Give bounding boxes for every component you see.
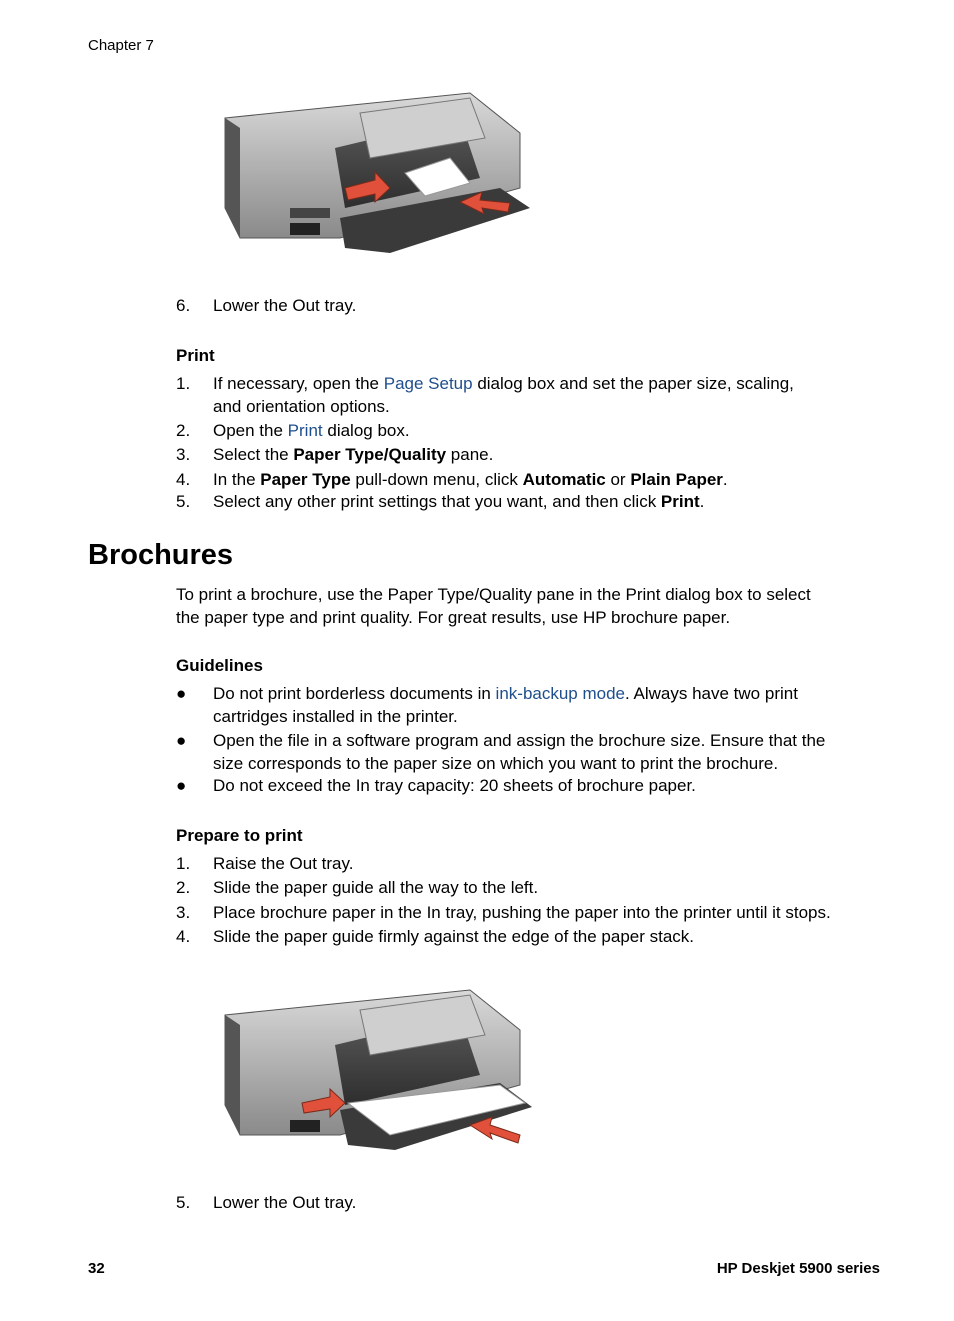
- guideline-text: Open the file in a software program and assign the brochure size. Ensure that the: [213, 731, 826, 750]
- step-text: .: [699, 492, 705, 511]
- page-setup-link[interactable]: Page Setup: [383, 374, 473, 393]
- step-number: 2.: [176, 421, 191, 440]
- step-text: .: [722, 470, 728, 489]
- guideline-text: Do not exceed the In tray capacity: 20 sheets of brochure paper.: [213, 776, 696, 795]
- step-number: 5.: [176, 1193, 191, 1212]
- step-number: 3.: [176, 903, 191, 922]
- step-number: 1.: [176, 854, 191, 873]
- bullet-icon: ●: [176, 731, 187, 750]
- step-text: dialog box.: [322, 421, 410, 440]
- printer-illustration-top: [220, 88, 540, 258]
- intro-line: To print a brochure, use the Paper Type/Quality pane in the Print dialog box to select: [176, 585, 811, 604]
- chapter-label: Chapter 7: [88, 37, 154, 54]
- step-number: 4.: [176, 470, 191, 489]
- ink-backup-mode-link[interactable]: ink-backup mode: [495, 684, 626, 703]
- step-text: Slide the paper guide all the way to the left.: [213, 878, 539, 897]
- step-text: Lower the Out tray.: [213, 1193, 357, 1212]
- step-text: and orientation options.: [213, 397, 390, 416]
- guideline-text: cartridges installed in the printer.: [213, 707, 458, 726]
- brochures-title: Brochures: [88, 539, 234, 571]
- print-link[interactable]: Print: [287, 421, 323, 440]
- bold-term: Paper Type: [260, 470, 351, 489]
- bold-term: Print: [660, 492, 700, 511]
- guideline-text: . Always have two print: [625, 684, 798, 703]
- bullet-icon: ●: [176, 684, 187, 703]
- guideline-text: Do not print borderless documents in: [213, 684, 496, 703]
- print-heading: Print: [176, 346, 215, 365]
- prepare-heading: Prepare to print: [176, 826, 303, 845]
- step-text: Open the: [213, 421, 288, 440]
- step-text: Raise the Out tray.: [213, 854, 354, 873]
- printer-illustration-bottom: [220, 985, 540, 1155]
- bold-term: Plain Paper: [630, 470, 723, 489]
- step-number: 6.: [176, 296, 191, 315]
- step-text: pane.: [446, 445, 494, 464]
- step-number: 5.: [176, 492, 191, 511]
- intro-line: the paper type and print quality. For great results, use HP brochure paper.: [176, 608, 731, 627]
- step-text: In the: [213, 470, 261, 489]
- brochures-intro: [176, 583, 876, 629]
- guideline-text: size corresponds to the paper size on which you want to print the brochure.: [213, 754, 779, 773]
- bullet-icon: ●: [176, 776, 187, 795]
- product-name: HP Deskjet 5900 series: [716, 1260, 880, 1277]
- bold-term: Automatic: [522, 470, 606, 489]
- step-text: Place brochure paper in the In tray, pushing the paper into the printer until it stops.: [213, 903, 831, 922]
- step-text: or: [605, 470, 631, 489]
- page-number: 32: [88, 1260, 105, 1277]
- step-number: 4.: [176, 927, 191, 946]
- bold-term: Paper Type/Quality: [293, 445, 447, 464]
- step-text: Slide the paper guide firmly against the edge of the paper stack.: [213, 927, 695, 946]
- guidelines-heading: Guidelines: [176, 656, 263, 675]
- step-number: 1.: [176, 374, 191, 393]
- step-text: Lower the Out tray.: [213, 296, 357, 315]
- step-text: Select the: [213, 445, 294, 464]
- step-text: pull-down menu, click: [350, 470, 523, 489]
- step-text: If necessary, open the: [213, 374, 384, 393]
- step-number: 2.: [176, 878, 191, 897]
- step-text: dialog box and set the paper size, scaling,: [472, 374, 794, 393]
- step-text: Select any other print settings that you want, and then click: [213, 492, 661, 511]
- step-number: 3.: [176, 445, 191, 464]
